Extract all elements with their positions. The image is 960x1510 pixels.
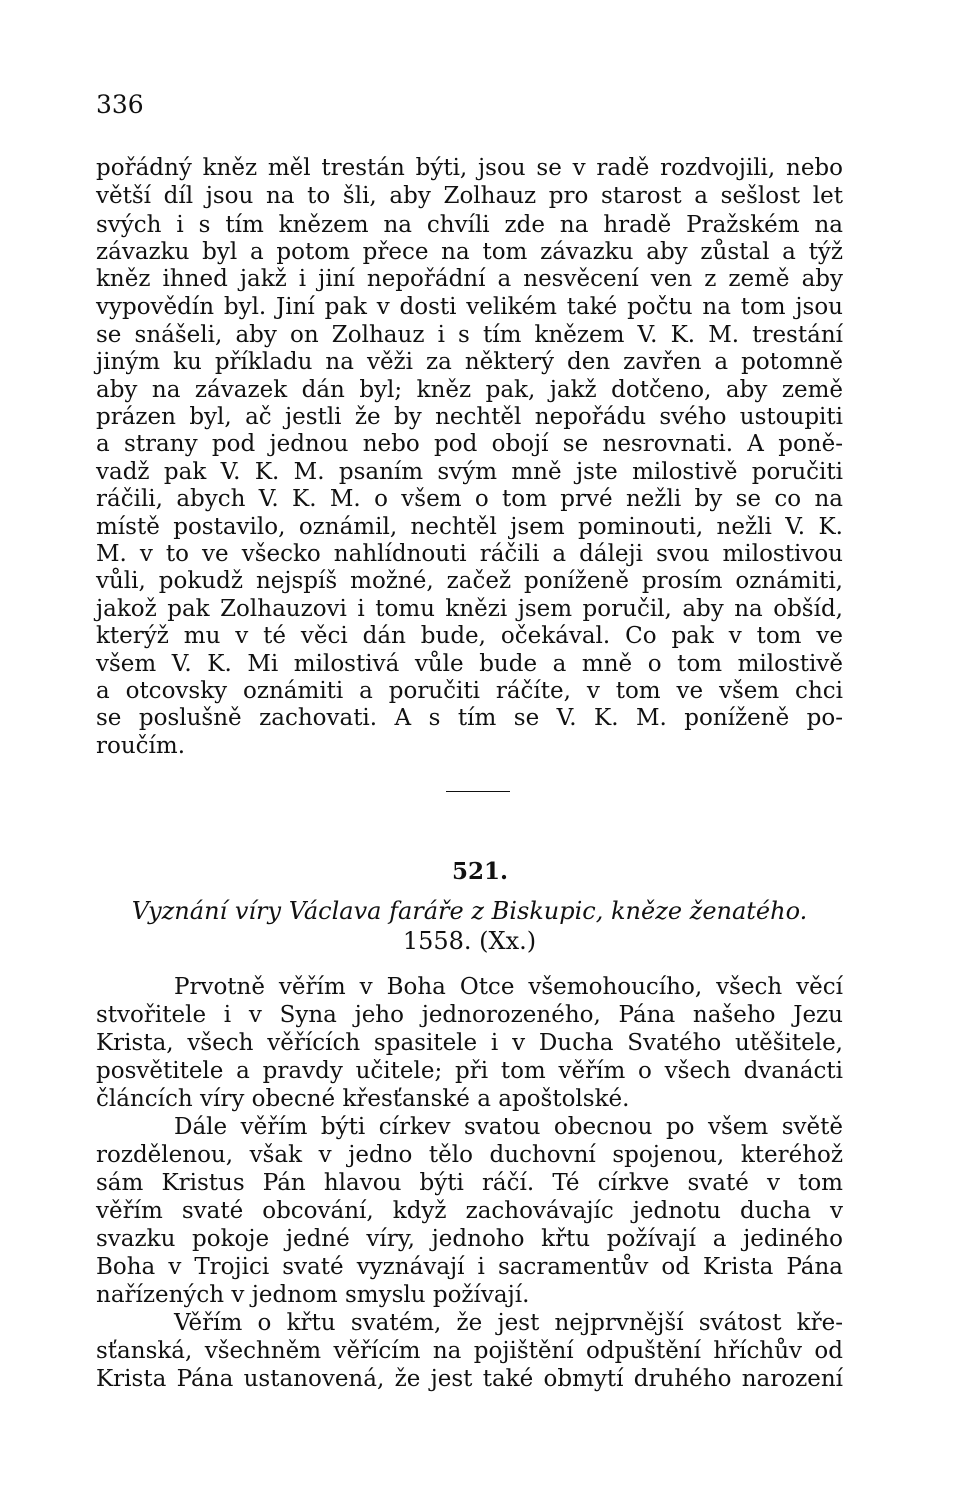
text-line: věřím svaté obcování, když zachovávajíc jednotu ducha v (96, 1198, 843, 1224)
text-line: vůli, pokudž nejspíš možné, začež poníženě prosím oznámiti, (96, 568, 843, 594)
text-line: prázen byl, ač jestli že by nechtěl nepořádu svého ustoupiti (96, 404, 843, 430)
document-number: 521. (451, 858, 509, 885)
document-title: Vyznání víry Václava faráře z Biskupic, kněze ženatého. (131, 897, 808, 925)
text-line: sám Kristus Pán hlavou býti ráčí. Té církve svaté v tom (96, 1170, 843, 1196)
text-line: a strany pod jednou nebo pod obojí se nesrovnati. A poně- (96, 431, 843, 457)
text-line: kněz ihned jakž i jiní nepořádní a nesvěcení ven z země aby (96, 266, 843, 292)
text-line: Prvotně věřím v Boha Otce všemohoucího, všech věcí (174, 974, 843, 1000)
text-line: Krista, všech věřících spasitele i v Ducha Svatého utěšitele, (96, 1030, 843, 1056)
text-line: závazku byl a potom přece na tom závazku aby zůstal a týž (96, 239, 843, 265)
text-line: se snášeli, aby on Zolhauz i s tím knězem V. K. M. trestání (96, 322, 843, 348)
text-line: sťanská, všechněm věřícím na pojištění odpuštění hříchův od (96, 1338, 843, 1364)
text-line: jiným ku příkladu na věži za některý den zavřen a potomně (96, 349, 843, 375)
text-line: článcích víry obecné křesťanské a apoštolské. (96, 1086, 630, 1112)
text-line: stvořitele i v Syna jeho jednorozeného, Pána našeho Jezu (96, 1002, 843, 1028)
text-line: Boha v Trojici svaté vyznávají i sacramentův od Krista Pána (96, 1254, 843, 1280)
text-line: svazku pokoje jedné víry, jednoho křtu požívají a jediného (96, 1226, 843, 1252)
text-line: kterýž mu v té věci dán bude, očekával. Co pak v tom ve (96, 623, 843, 649)
text-line: Dále věřím býti církev svatou obecnou po všem světě (174, 1114, 843, 1140)
text-line: M. v to ve všecko nahlídnouti ráčili a dáleji svou milostivou (96, 541, 843, 567)
text-line: ráčili, abych V. K. M. o všem o tom prvé nežli by se co na (96, 486, 843, 512)
text-line: vypovědín byl. Jiní pak v dosti velikém také počtu na tom jsou (96, 294, 843, 320)
text-line: větší díl jsou na to šli, aby Zolhauz pro starost a sešlost let (96, 183, 843, 209)
text-line: všem V. K. Mi milostivá vůle bude a mně o tom milostivě (96, 651, 843, 677)
text-line: a otcovsky oznámiti a poručiti ráčíte, v tom ve všem chci (96, 678, 843, 704)
text-line: pořádný kněz měl trestán býti, jsou se v radě rozdvojili, nebo (96, 155, 843, 181)
text-line: Věřím o křtu svatém, že jest nejprvnější svátost kře- (174, 1310, 843, 1336)
text-line: se poslušně zachovati. A s tím se V. K. M. poníženě po- (96, 705, 843, 731)
text-line: rozdělenou, však v jedno tělo duchovní spojenou, kteréhož (96, 1142, 843, 1168)
text-line: aby na závazek dán byl; kněz pak, jakž dotčeno, aby země (96, 377, 843, 403)
text-line: místě postavilo, oznámil, nechtěl jsem pominouti, nežli V. K. (96, 514, 843, 540)
text-line: posvětitele a pravdy učitele; při tom věřím o všech dvanácti (96, 1058, 843, 1084)
document-date: 1558. (Xx.) (402, 927, 537, 955)
page-number: 336 (96, 90, 144, 119)
section-divider (446, 791, 510, 792)
text-line: roučím. (96, 733, 186, 759)
text-line: jakož pak Zolhauzovi i tomu knězi jsem poručil, aby na obšíd, (96, 596, 843, 622)
text-line: nařízených v jednom smyslu požívají. (96, 1282, 530, 1308)
text-line: svých i s tím knězem na chvíli zde na hradě Pražském na (96, 212, 843, 238)
text-line: vadž pak V. K. M. psaním svým mně jste milostivě poručiti (96, 459, 843, 485)
text-line: Krista Pána ustanovená, že jest také obmytí druhého narození (96, 1366, 843, 1392)
